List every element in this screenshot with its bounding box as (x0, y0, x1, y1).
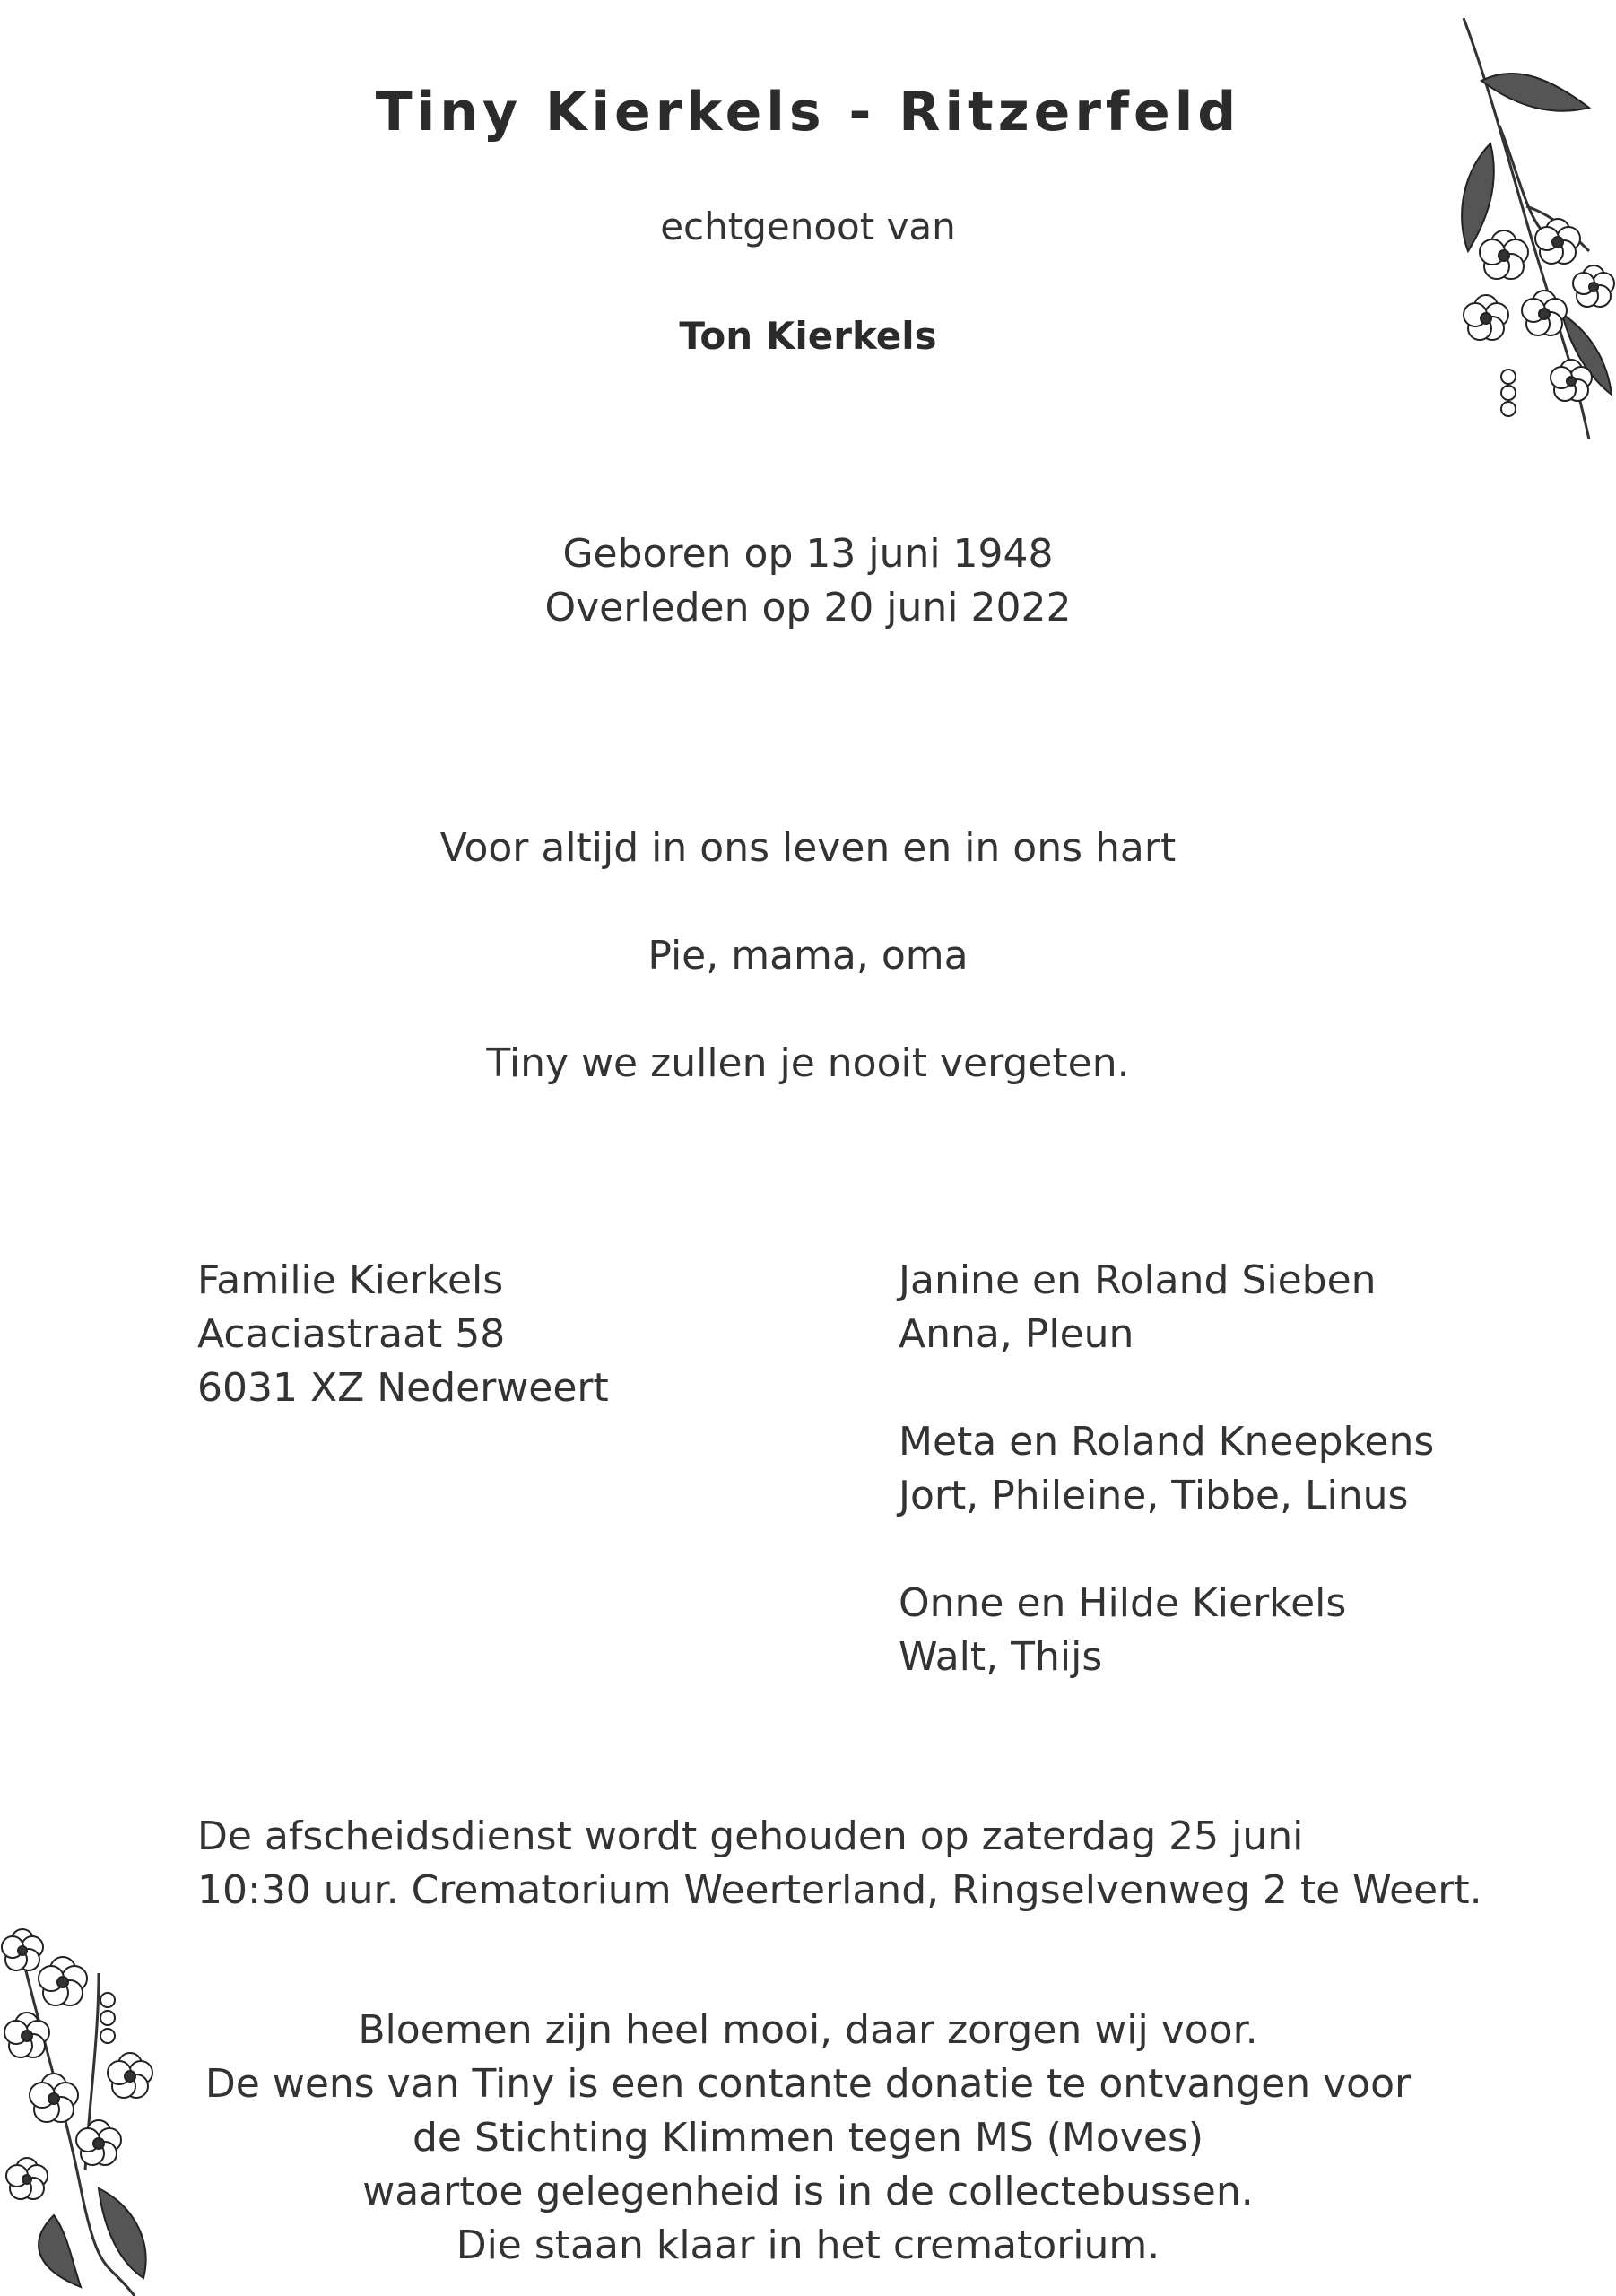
family-children: Walt, Thijs (899, 1634, 1103, 1680)
note-line: Bloemen zijn heel mooi, daar zorgen wij voor. (358, 2007, 1258, 2053)
family-group (899, 1415, 1434, 1523)
spouse-name: Ton Kierkels (679, 314, 937, 358)
birth-date: Geboren op 13 juni 1948 (562, 531, 1054, 577)
family-group (899, 1254, 1434, 1361)
address-city: 6031 XZ Nederweert (197, 1365, 609, 1411)
deceased-name: Tiny Kierkels - Ritzerfeld (375, 81, 1241, 144)
verse-line: Voor altijd in ons leven en in ons hart (439, 825, 1177, 871)
service-announcement (197, 1810, 1482, 1918)
service-line: 10:30 uur. Crematorium Weerterland, Ringselvenweg 2 te Weert. (197, 1867, 1482, 1913)
family-children: Anna, Pleun (899, 1311, 1134, 1357)
family-children: Jort, Phileine, Tibbe, Linus (899, 1473, 1409, 1518)
note-line: waartoe gelegenheid is in de collectebussen. (362, 2169, 1254, 2214)
address-street: Acaciastraat 58 (197, 1311, 506, 1357)
relation-label: echtgenoot van (660, 204, 956, 248)
family-parents: Janine en Roland Sieben (899, 1257, 1377, 1303)
address-name: Familie Kierkels (197, 1257, 504, 1303)
note-line: De wens van Tiny is een contante donatie te ontvangen voor (204, 2061, 1412, 2107)
verse-line: Tiny we zullen je nooit vergeten. (486, 1040, 1130, 1086)
service-line: De afscheidsdienst wordt gehouden op zaterdag 25 juni (197, 1813, 1304, 1859)
note-line: de Stichting Klimmen tegen MS (Moves) (412, 2115, 1204, 2161)
donation-note (0, 2004, 1616, 2273)
family-parents: Meta en Roland Kneepkens (899, 1419, 1435, 1465)
note-line: Die staan klaar in het crematorium. (456, 2222, 1160, 2268)
death-date: Overleden op 20 juni 2022 (544, 585, 1072, 631)
family-group (899, 1577, 1434, 1684)
family-parents: Onne en Hilde Kierkels (899, 1580, 1347, 1626)
life-dates (0, 527, 1616, 635)
correspondence-address (197, 1254, 609, 1415)
verse-line: Pie, mama, oma (647, 933, 969, 978)
family-list (899, 1254, 1434, 1738)
